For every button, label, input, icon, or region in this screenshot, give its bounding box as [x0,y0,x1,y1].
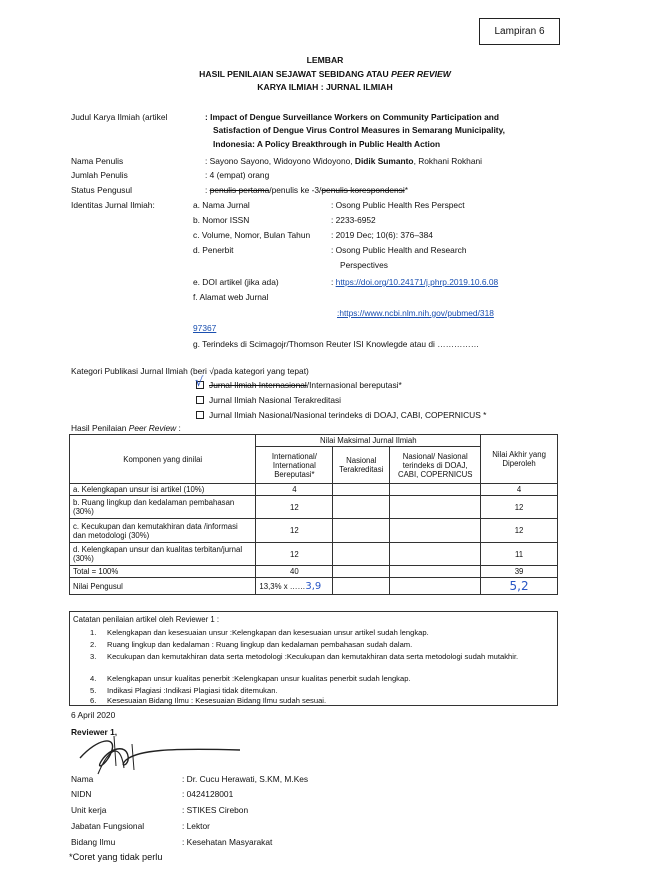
jabatan-label: Jabatan Fungsional [71,821,145,831]
web-jurnal-label: f. Alamat web Jurnal [193,292,269,302]
doi-label: e. DOI artikel (jika ada) [193,277,279,287]
check-mark-icon: √ [195,375,204,390]
checkbox-empty[interactable] [196,396,204,404]
col-nilai-maksimal: Nilai Maksimal Jurnal Ilmiah [256,435,481,447]
catatan-heading: Catatan penilaian artikel oleh Reviewer 1 : [73,615,220,624]
issn-value: : 2233-6952 [331,215,376,225]
judul-value-2: Satisfaction of Dengue Virus Control Measures in Semarang Municipality, [213,125,505,135]
judul-value-3: Indonesia: A Policy Breakthrough in Public Health Action [213,139,441,149]
header-line-2: HASIL PENILAIAN SEJAWAT SEBIDANG ATAU PEER REVIEW [199,69,451,79]
kategori-option-internasional[interactable]: √ Jurnal Ilmiah Internasional/Internasional bereputasi* [195,375,402,390]
total-row: Total = 100% 40 39 [70,566,558,578]
col-komponen: Komponen yang dinilai [70,435,256,484]
col-nasional-terindeks: Nasional/ Nasional terindeks di DOAJ, CABI, COPERNICUS [390,447,481,484]
nama-penulis-label: Nama Penulis [71,156,124,166]
col-nilai-akhir: Nilai Akhir yang Diperoleh [481,435,558,484]
header-line-1: LEMBAR [306,55,344,65]
nama-jurnal-value: : Osong Public Health Res Perspect [331,200,465,210]
judul-value-1: : Impact of Dengue Surveillance Workers on Community Participation and [205,112,499,122]
nama-jurnal-label: a. Nama Jurnal [193,200,250,210]
volume-value: : 2019 Dec; 10(6): 376–384 [331,230,433,240]
doi-link[interactable]: https://doi.org/10.24171/j.phrp.2019.10.6.08 [335,277,499,287]
nama-penulis-value: : Sayono Sayono, Widoyono Widoyono, Didik Sumanto, Rokhani Rokhani [205,156,482,166]
unit-kerja-label: Unit kerja [71,805,107,815]
nama-label: Nama [71,774,94,784]
status-pengusul-value: : penulis pertama/penulis ke -3/penulis korespondensi* [205,185,408,195]
terindeks-label: g. Terindeks di Scimagojr/Thomson Reuter ISI Knowlegde atau di …………… [193,339,480,349]
judul-label: Judul Karya Ilmiah (artikel [71,112,168,122]
catatan-box: Catatan penilaian artikel oleh Reviewer 1 : 1. Kelengkapan dan kesesuaian unsur :Kelengkapan dan kesesuaian unsur artikel sudah lengkap. 2. Ruang lingkup dan kedalaman : Ruang lingkup dan kedalaman pembahasan sudah dalam. 3. Kecukupan dan kemutakhiran data serta metodologi :Kecukupan dan kemutakhiran data serta metodologi sudah mutakhir. 4. Kelengkapan unsur kualitas penerbit :Kelengkapan unsur kualitas penerbit sudah lengkap. 5. Indikasi Plagiasi :Indikasi Plagiasi tidak ditemukan. 6. Kesesuaian Bidang Ilmu : Kesesuaian Bidang Ilmu sudah sesuai. [69,611,558,706]
table-row: a. Kelengkapan unsur isi artikel (10%) 4 4 [70,484,558,496]
col-nasional: Nasional Terakreditasi [333,447,390,484]
issn-label: b. Nomor ISSN [193,215,250,225]
penerbit-label: d. Penerbit [193,245,234,255]
lampiran-label: Lampiran 6 [479,18,560,45]
table-row: d. Kelengkapan unsur dan kualitas terbitan/jurnal (30%) 12 11 [70,543,558,566]
kategori-option-nasional-terakreditasi[interactable]: Jurnal Ilmiah Nasional Terakreditasi [196,395,341,405]
jumlah-penulis-label: Jumlah Penulis [71,170,128,180]
nidn-label: NIDN [71,789,92,799]
table-row: b. Ruang lingkup dan kedalaman pembahasan (30%) 12 12 [70,496,558,519]
penerbit-value-1: : Osong Public Health and Research [331,245,467,255]
kategori-option-nasional-terindeks[interactable]: Jurnal Ilmiah Nasional/Nasional terindeks di DOAJ, CABI, COPERNICUS * [196,410,486,420]
penerbit-value-2: Perspectives [340,260,388,270]
unit-kerja-value: : STIKES Cirebon [182,805,249,815]
checkbox-empty[interactable] [196,411,204,419]
nama-value: : Dr. Cucu Herawati, S.KM, M.Kes [182,774,309,784]
bidang-ilmu-label: Bidang Ilmu [71,837,116,847]
col-internasional: International/ International Bereputasi* [256,447,333,484]
status-pengusul-label: Status Pengusul [71,185,132,195]
header-line-3: KARYA ILMIAH : JURNAL ILMIAH [257,82,393,92]
coret-note: *Coret yang tidak perlu [69,852,163,862]
handwritten-score: 3,9 [305,580,322,592]
nilai-pengusul-row: Nilai Pengusul 13,3% x ……3,9 5,2 [70,578,558,595]
web-jurnal-value-2[interactable] [193,323,216,333]
nidn-value: : 0424128001 [182,789,234,799]
web-jurnal-value-1[interactable] [337,308,494,318]
volume-label: c. Volume, Nomor, Bulan Tahun [193,230,311,240]
handwritten-final-score: 5,2 [509,579,529,593]
bidang-ilmu-value: : Kesehatan Masyarakat [182,837,273,847]
doi-value: : https://doi.org/10.24171/j.phrp.2019.10.6.08 [331,277,499,287]
jabatan-value: : Lektor [182,821,210,831]
hasil-table [69,434,558,595]
reviewer-label: Reviewer 1, [71,727,118,737]
table-row: c. Kecukupan dan kemutakhiran data /informasi dan metodologi (30%) 12 12 [70,519,558,543]
tanggal: 6 April 2020 [71,710,116,720]
kategori-heading: Kategori Publikasi Jurnal Ilmiah (beri √pada kategori yang tepat) [71,366,309,376]
web-jurnal-link-cont[interactable]: 97367 [193,323,217,333]
hasil-heading: Hasil Penilaian Peer Review : [71,423,181,433]
jumlah-penulis-value: : 4 (empat) orang [205,170,270,180]
signature-image [68,730,243,780]
web-jurnal-link[interactable]: :https://www.ncbi.nlm.nih.gov/pubmed/318 [337,308,494,318]
identitas-jurnal-label: Identitas Jurnal Ilmiah: [71,200,155,210]
